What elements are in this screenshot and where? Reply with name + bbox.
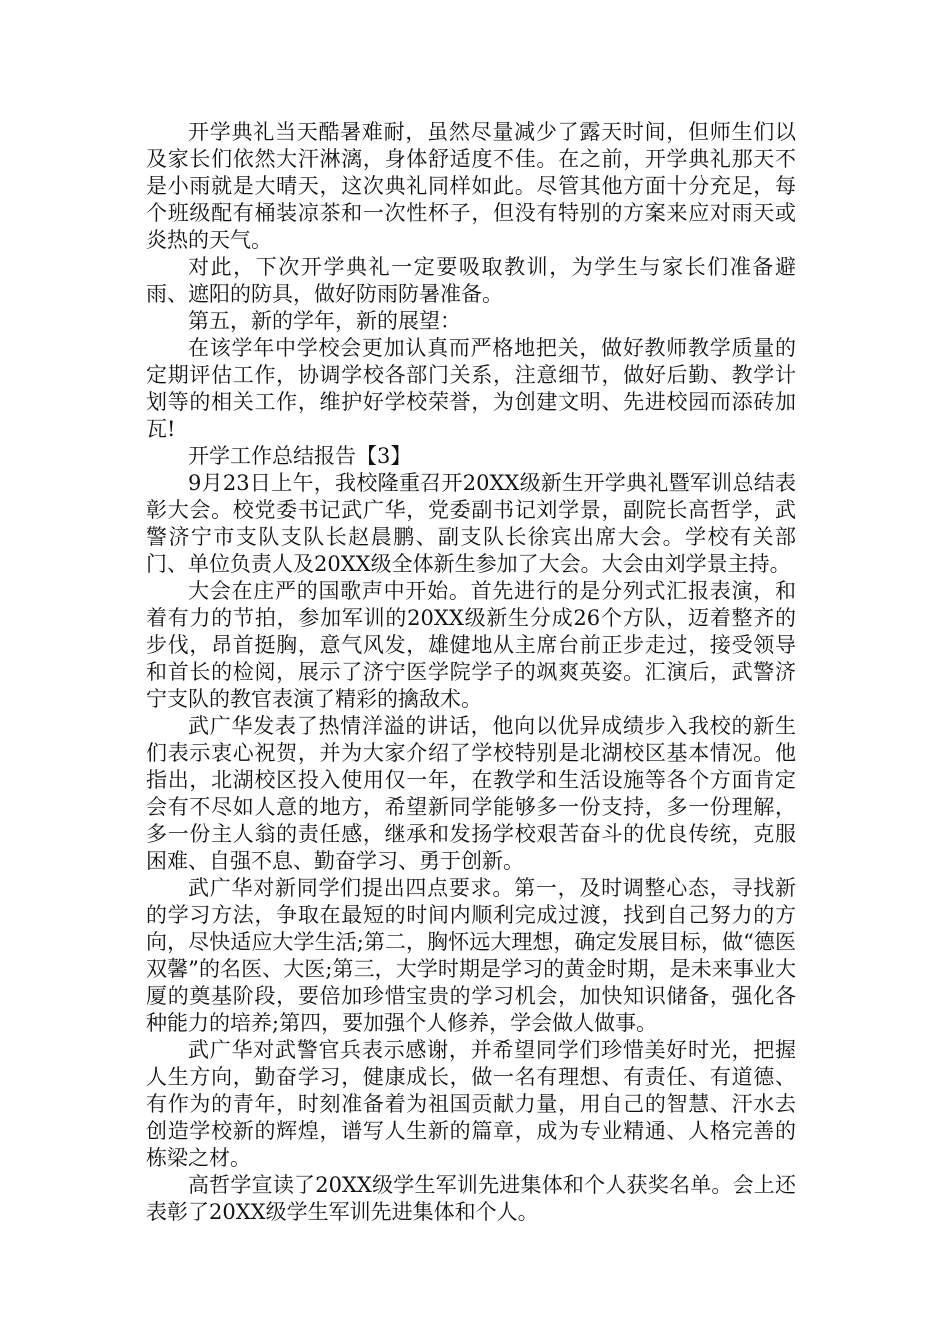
paragraph-9: 武广华对新同学们提出四点要求。第一，及时调整心态，寻找新的学习方法，争取在最短的时间内顺利完成过渡，找到自己努力的方向，尽快适应大学生活;第二，胸怀远大理想，确定发展目标，做“德医双馨”的名医、大医;第三，大学时期是学习的黄金时期，是未来事业大厦的奠基阶段，要倍加珍惜宝贵的学习机会，加快知识储备，强化各种能力的培养;第四，要加强个人修养，学会做人做事。 bbox=[146, 876, 796, 1035]
paragraph-7: 大会在庄严的国歌声中开始。首先进行的是分列式汇报表演，和着有力的节拍，参加军训的20XX级新生分成26个方队，迈着整齐的步伐，昂首挺胸，意气风发，雄健地从主席台前正步走过，接受领导和首长的检阅，展示了济宁医学院学子的飒爽英姿。汇演后，武警济宁支队的教官表演了精彩的擒敌术。 bbox=[146, 579, 796, 711]
paragraph-2: 对此，下次开学典礼一定要吸取教训，为学生与家长们准备避雨、遮阳的防具，做好防雨防暑准备。 bbox=[146, 255, 796, 306]
paragraph-11: 高哲学宣读了20XX级学生军训先进集体和个人获奖名单。会上还表彰了20XX级学生军训先进集体和个人。 bbox=[146, 1173, 796, 1224]
paragraph-1: 开学典礼当天酷暑难耐，虽然尽量减少了露天时间，但师生们以及家长们依然大汗淋漓，身体舒适度不佳。在之前，开学典礼那天不是小雨就是大晴天，这次典礼同样如此。尽管其他方面十分充足，每个班级配有桶装凉茶和一次性杯子，但没有特别的方案来应对雨天或炎热的天气。 bbox=[146, 120, 796, 252]
paragraph-4: 在该学年中学校会更加认真而严格地把关，做好教师教学质量的定期评估工作，协调学校各部门关系，注意细节，做好后勤、教学计划等的相关工作，维护好学校荣誉，为创建文明、先进校园而添砖加瓦! bbox=[146, 336, 796, 441]
section-heading: 开学工作总结报告【3】 bbox=[188, 444, 412, 468]
paragraph-10: 武广华对武警官兵表示感谢，并希望同学们珍惜美好时光，把握人生方向，勤奋学习，健康成长，做一名有理想、有责任、有道德、有作为的青年，时刻准备着为祖国贡献力量，用自己的智慧、汗水去创造学校新的辉煌，谱写人生新的篇章，成为专业精通、人格完善的栋梁之材。 bbox=[146, 1038, 796, 1170]
paragraph-3: 第五，新的学年，新的展望： bbox=[188, 309, 461, 333]
paragraph-8: 武广华发表了热情洋溢的讲话，他向以优异成绩步入我校的新生们表示衷心祝贺，并为大家介绍了学校特别是北湖校区基本情况。他指出，北湖校区投入使用仅一年，在教学和生活设施等各个方面肯定会有不尽如人意的地方，希望新同学能够多一份支持，多一份理解，多一份主人翁的责任感，继承和发扬学校艰苦奋斗的优良传统，克服困难、自强不息、勤奋学习、勇于创新。 bbox=[146, 714, 796, 873]
document-body bbox=[146, 119, 796, 1226]
paragraph-6: 9月23日上午，我校隆重召开20XX级新生开学典礼暨军训总结表彰大会。校党委书记武广华，党委副书记刘学景，副院长高哲学，武警济宁市支队支队长赵晨鹏、副支队长徐宾出席大会。学校有关部门、单位负责人及20XX级全体新生参加了大会。大会由刘学景主持。 bbox=[146, 471, 796, 576]
